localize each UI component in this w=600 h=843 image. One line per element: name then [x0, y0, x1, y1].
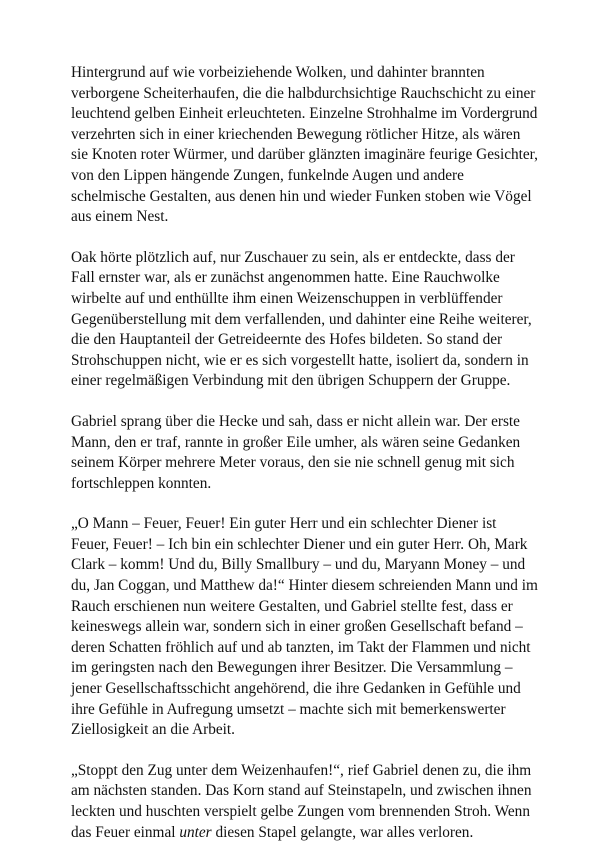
paragraph-5-text-after: diesen Stapel gelangte, war alles verloren. — [211, 823, 474, 841]
paragraph-3: Gabriel sprang über die Hecke und sah, dass er nicht allein war. Der erste Mann, den er traf, rannte in großer Eile umher, als wären seine Gedanken seinem Körper mehrere Meter voraus, den sie nie schnell genug mit sich fortschleppen konnten. — [71, 412, 521, 492]
paragraph-5-text-before: „Stoppt den Zug unter dem Weizenhaufen!“, rief Gabriel denen zu, die ihm am nächsten standen. Das Korn stand auf Steinstapeln, und zwischen ihnen leckten und huschten verspielt gelbe Zungen vom brennenden Stroh. Wenn das Feuer einmal — [71, 761, 532, 841]
paragraph-4: „O Mann – Feuer, Feuer! Ein guter Herr und ein schlechter Diener ist Feuer, Feuer! – Ich bin ein schlechter Diener und ein guter Herr. Oh, Mark Clark – komm! Und du, Billy Smallbury – und du, Maryann Money – und du, Jan Coggan, und Matthew da!“ Hinter diesem schreienden Mann und im Rauch erschienen nun weitere Gestalten, und Gabriel stellte fest, dass er keineswegs allein war, sondern sich in einer großen Gesellschaft befand – deren Schatten fröhlich auf und ab tanzten, im Takt der Flammen und nicht im geringsten nach den Bewegungen ihrer Besitzer. Die Versammlung – jener Gesellschaftsschicht angehörend, die ihre Gedanken in Gefühle und ihre Gefühle in Aufregung umsetzt – machte sich mit bemerkenswerter Ziellosigkeit an die Arbeit. — [71, 515, 538, 739]
paragraph-5-emphasis: unter — [179, 823, 212, 841]
document-page — [71, 63, 541, 843]
paragraph-2: Oak hörte plötzlich auf, nur Zuschauer zu sein, als er entdeckte, dass der Fall ernster war, als er zunächst angenommen hatte. Eine Rauchwolke wirbelte auf und enthüllte ihm einen Weizenschuppen in verblüffender Gegenüberstellung mit dem verfallenden, und dahinter eine Reihe weiterer, die den Hauptanteil der Getreideernte des Hofes bildeten. So stand der Strohschuppen nicht, wie er es sich vorgestellt hatte, isoliert da, sondern in einer regelmäßigen Verbindung mit den übrigen Schuppern der Gruppe. — [71, 248, 532, 390]
paragraph-1: Hintergrund auf wie vorbeiziehende Wolken, und dahinter brannten verborgene Scheiterhaufen, die die halbdurchsichtige Rauchschicht zu einer leuchtend gelben Einheit erleuchteten. Einzelne Strohhalme im Vordergrund verzehrten sich in einer kriechenden Bewegung rötlicher Hitze, als wären sie Knoten roter Würmer, und darüber glänzten imaginäre feurige Gesichter, von den Lippen hängende Zungen, funkelnde Augen und andere schelmische Gestalten, aus denen hin und wieder Funken stoben wie Vögel aus einem Nest. — [71, 64, 538, 226]
paragraph-5 — [71, 761, 541, 843]
